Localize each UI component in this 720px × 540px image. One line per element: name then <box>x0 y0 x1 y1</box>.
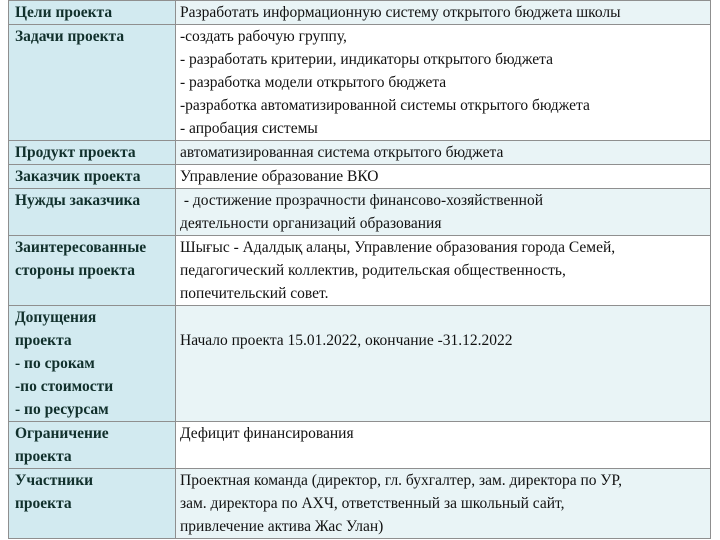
row-value-assumptions: Начало проекта 15.01.2022, окончание -31.12.2022 <box>176 306 711 422</box>
row-label-constraints: Ограничение проекта <box>9 422 176 469</box>
row-label-stakeholders: Заинтересованные стороны проекта <box>9 236 176 306</box>
table-row <box>9 469 711 539</box>
table-row <box>9 189 711 236</box>
row-value-customer: Управление образование ВКО <box>176 165 711 189</box>
row-label-participants: Участники проекта <box>9 469 176 539</box>
table-row <box>9 236 711 306</box>
row-label-customer: Заказчик проекта <box>9 165 176 189</box>
table-row <box>9 141 711 165</box>
row-value-stakeholders: Шығыс - Адалдық алаңы, Управление образования города Семей, педагогический коллектив, родительская общественность, попечительский совет. <box>176 236 711 306</box>
table-row <box>9 306 711 422</box>
row-value-goals: Разработать информационную систему открытого бюджета школы <box>176 1 711 25</box>
row-value-product: автоматизированная система открытого бюджета <box>176 141 711 165</box>
row-value-needs: - достижение прозрачности финансово-хозяйственной деятельности организаций образования <box>176 189 711 236</box>
row-label-needs: Нужды заказчика <box>9 189 176 236</box>
table-row <box>9 422 711 469</box>
project-passport-table <box>8 0 711 539</box>
row-label-goals: Цели проекта <box>9 1 176 25</box>
table-row <box>9 1 711 25</box>
row-value-constraints: Дефицит финансирования <box>176 422 711 469</box>
table-row <box>9 165 711 189</box>
row-value-tasks: -создать рабочую группу, - разработать критерии, индикаторы открытого бюджета - разработка модели открытого бюджета -разработка автоматизированной системы открытого бюджета - апробация системы <box>176 25 711 141</box>
table-row <box>9 25 711 141</box>
row-label-product: Продукт проекта <box>9 141 176 165</box>
row-value-participants: Проектная команда (директор, гл. бухгалтер, зам. директора по УР, зам. директора по АХЧ, ответственный за школьный сайт, привлечение актива Жас Улан) <box>176 469 711 539</box>
row-label-assumptions: Допущения проекта - по срокам -по стоимости - по ресурсам <box>9 306 176 422</box>
row-label-tasks: Задачи проекта <box>9 25 176 141</box>
